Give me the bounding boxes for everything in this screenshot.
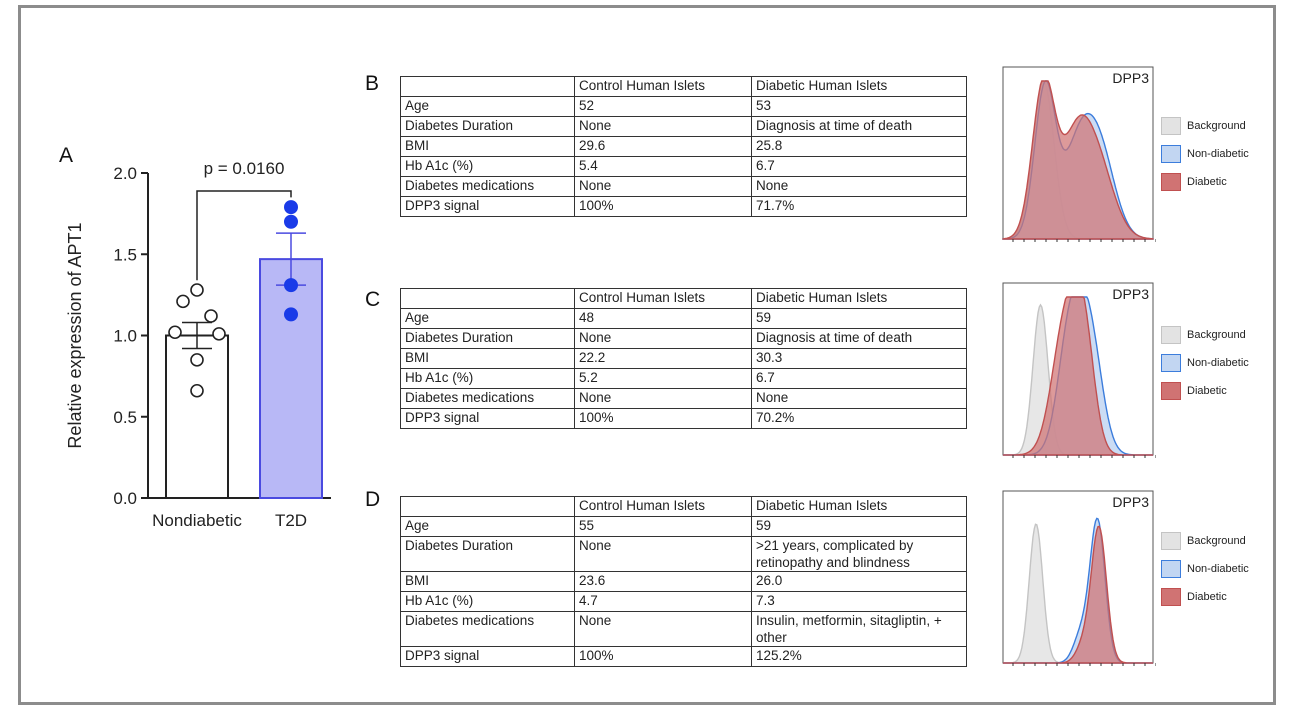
y-tick-label: 1.5 [113, 245, 137, 265]
table-row [401, 389, 967, 409]
legend-swatch [1161, 145, 1181, 163]
p-value-annotation: p = 0.0160 [203, 159, 285, 178]
legend-label: Non-diabetic [1187, 563, 1249, 575]
table-cell: DPP3 signal [401, 647, 575, 667]
table-cell: DPP3 signal [401, 409, 575, 429]
table-cell: None [575, 389, 752, 409]
data-point-t2d [285, 215, 298, 228]
table-cell: 5.4 [575, 157, 752, 177]
table-row [401, 592, 967, 612]
table-cell: 4.7 [575, 592, 752, 612]
table-cell: None [575, 117, 752, 137]
patient-table-b [400, 76, 967, 217]
data-point-t2d [285, 279, 298, 292]
table-cell: Hb A1c (%) [401, 592, 575, 612]
table-cell: 26.0 [752, 572, 967, 592]
dpp3-histogram-d [981, 487, 1156, 667]
legend-swatch [1161, 326, 1181, 344]
table-cell: 6.7 [752, 369, 967, 389]
table-cell: BMI [401, 572, 575, 592]
table-row [401, 137, 967, 157]
table-cell: None [575, 612, 752, 647]
table-cell: 7.3 [752, 592, 967, 612]
table-cell: BMI [401, 137, 575, 157]
table-row [401, 572, 967, 592]
table-cell: Diagnosis at time of death [752, 117, 967, 137]
table-cell: 100% [575, 197, 752, 217]
table-cell: None [575, 537, 752, 572]
table-cell: None [752, 177, 967, 197]
legend-label: Non-diabetic [1187, 148, 1249, 160]
table-cell: None [575, 177, 752, 197]
table-cell: Diabetes medications [401, 389, 575, 409]
table-cell: 53 [752, 97, 967, 117]
data-point-t2d [285, 308, 298, 321]
x-tick-label: Nondiabetic [152, 511, 242, 530]
y-axis-label: Relative expression of APT1 [65, 222, 85, 449]
histogram-title: DPP3 [1112, 70, 1149, 86]
table-cell: 22.2 [575, 349, 752, 369]
table-cell: DPP3 signal [401, 197, 575, 217]
legend-label: Non-diabetic [1187, 357, 1249, 369]
figure-frame [18, 5, 1276, 705]
apt1-bar-chart [21, 8, 351, 568]
legend-label: Background [1187, 120, 1246, 132]
table-header-row [401, 289, 967, 309]
patient-table-c [400, 288, 967, 429]
table-row [401, 157, 967, 177]
data-point-nondiabetic [191, 284, 203, 296]
histogram-title: DPP3 [1112, 286, 1149, 302]
table-cell: 100% [575, 409, 752, 429]
table-cell: Diabetes Duration [401, 329, 575, 349]
data-point-nondiabetic [169, 326, 181, 338]
panel-letter-a: A [59, 144, 74, 167]
panel-letter-b: B [365, 72, 380, 95]
data-point-nondiabetic [205, 310, 217, 322]
table-cell: 48 [575, 309, 752, 329]
table-cell: 30.3 [752, 349, 967, 369]
table-cell: 6.7 [752, 157, 967, 177]
table-header-row [401, 497, 967, 517]
table-cell: 55 [575, 517, 752, 537]
table-header-cell: Diabetic Human Islets [752, 497, 967, 517]
table-row [401, 369, 967, 389]
table-cell: 71.7% [752, 197, 967, 217]
table-row [401, 537, 967, 572]
x-tick-label: T2D [274, 511, 308, 530]
legend-label: Diabetic [1187, 385, 1227, 397]
table-cell: Diabetes Duration [401, 117, 575, 137]
legend-swatch [1161, 560, 1181, 578]
legend-swatch [1161, 588, 1181, 606]
y-tick-label: 0.5 [113, 407, 137, 427]
legend-label: Diabetic [1187, 591, 1227, 603]
table-cell: 52 [575, 97, 752, 117]
table-cell: 25.8 [752, 137, 967, 157]
table-cell: Diabetes Duration [401, 537, 575, 572]
legend-swatch [1161, 532, 1181, 550]
bar-t2d [260, 259, 322, 498]
data-point-nondiabetic [191, 354, 203, 366]
data-point-nondiabetic [213, 328, 225, 340]
table-cell: Hb A1c (%) [401, 157, 575, 177]
table-header-row [401, 77, 967, 97]
table-row [401, 117, 967, 137]
table-cell: 100% [575, 647, 752, 667]
table-cell: Age [401, 97, 575, 117]
table-row [401, 309, 967, 329]
legend-label: Background [1187, 329, 1246, 341]
table-header-cell: Diabetic Human Islets [752, 77, 967, 97]
table-cell: Insulin, metformin, sitagliptin, + other [752, 612, 967, 647]
table-header-cell [401, 77, 575, 97]
table-cell: BMI [401, 349, 575, 369]
table-cell: Hb A1c (%) [401, 369, 575, 389]
legend-swatch [1161, 382, 1181, 400]
legend-swatch [1161, 354, 1181, 372]
legend-swatch [1161, 117, 1181, 135]
patient-table-d [400, 496, 967, 667]
table-cell: >21 years, complicated by retinopathy and blindness [752, 537, 967, 572]
table-cell: 29.6 [575, 137, 752, 157]
dpp3-histogram-c [981, 279, 1156, 459]
table-header-cell: Control Human Islets [575, 289, 752, 309]
table-header-cell: Control Human Islets [575, 77, 752, 97]
legend-swatch [1161, 173, 1181, 191]
table-cell: 59 [752, 309, 967, 329]
table-row [401, 349, 967, 369]
y-tick-label: 1.0 [113, 326, 137, 346]
table-cell: 5.2 [575, 369, 752, 389]
table-cell: Diabetes medications [401, 177, 575, 197]
table-row [401, 177, 967, 197]
table-row [401, 517, 967, 537]
table-cell: None [575, 329, 752, 349]
legend-label: Background [1187, 535, 1246, 547]
table-cell: 23.6 [575, 572, 752, 592]
table-row [401, 97, 967, 117]
table-cell: Age [401, 309, 575, 329]
table-row [401, 197, 967, 217]
table-cell: Diagnosis at time of death [752, 329, 967, 349]
table-row [401, 409, 967, 429]
table-row [401, 647, 967, 667]
table-cell: 125.2% [752, 647, 967, 667]
table-cell: 70.2% [752, 409, 967, 429]
data-point-nondiabetic [177, 295, 189, 307]
table-header-cell [401, 497, 575, 517]
histogram-title: DPP3 [1112, 494, 1149, 510]
table-row [401, 329, 967, 349]
y-tick-label: 2.0 [113, 164, 137, 183]
panel-letter-d: D [365, 488, 381, 511]
dpp3-histogram-b [981, 63, 1156, 243]
legend-label: Diabetic [1187, 176, 1227, 188]
panel-letter-c: C [365, 288, 381, 311]
table-cell: Diabetes medications [401, 612, 575, 647]
table-cell: None [752, 389, 967, 409]
table-header-cell: Diabetic Human Islets [752, 289, 967, 309]
table-cell: 59 [752, 517, 967, 537]
data-point-nondiabetic [191, 385, 203, 397]
data-point-t2d [285, 201, 298, 214]
table-header-cell [401, 289, 575, 309]
table-cell: Age [401, 517, 575, 537]
table-row [401, 612, 967, 647]
table-header-cell: Control Human Islets [575, 497, 752, 517]
y-tick-label: 0.0 [113, 489, 137, 508]
